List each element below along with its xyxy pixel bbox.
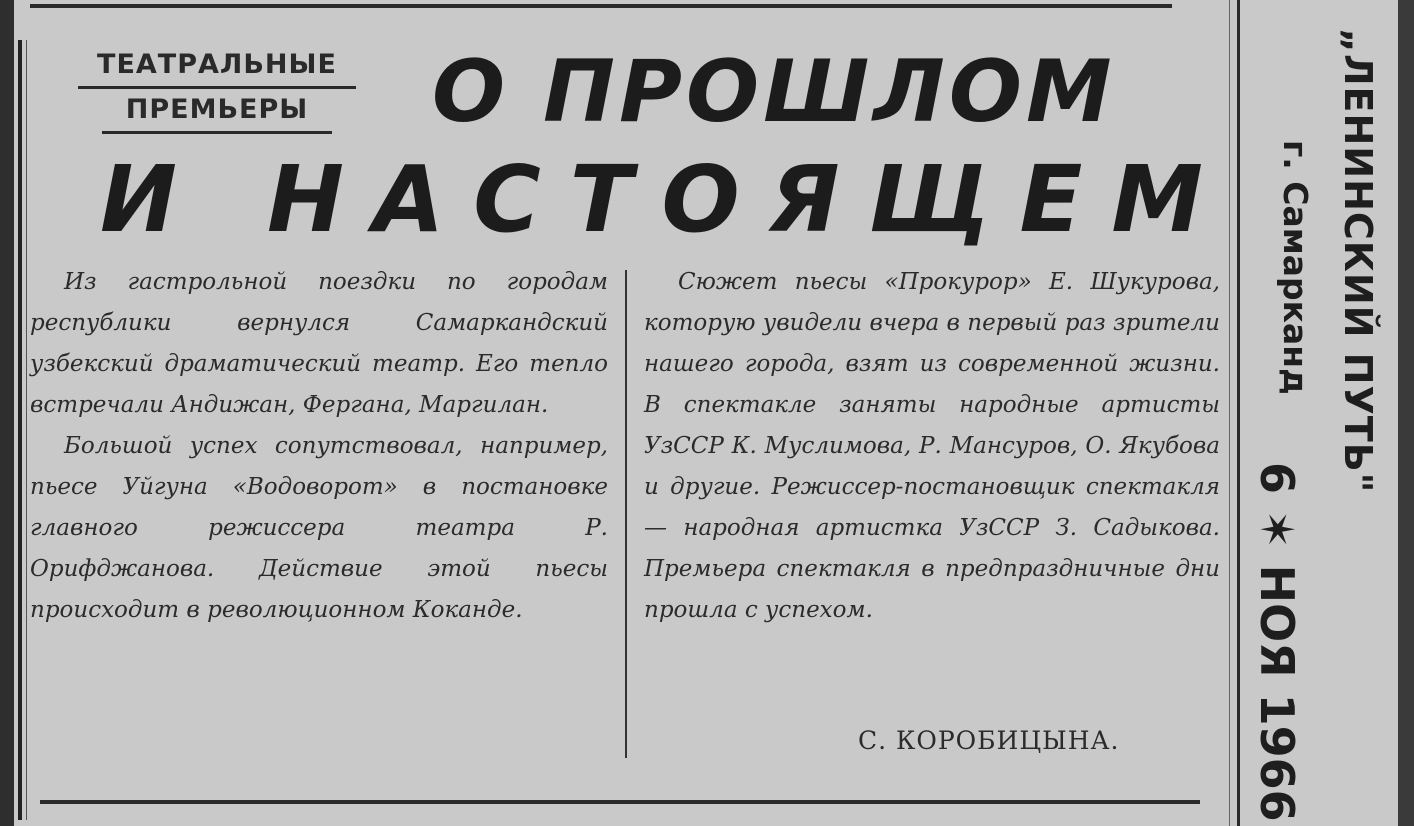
newspaper-city: г. Самарканд	[1276, 140, 1315, 395]
left-border-rule	[18, 40, 22, 820]
headline-line-1: О ПРОШЛОМ	[432, 42, 1116, 142]
rubric-line-1: ТЕАТРАЛЬНЫЕ	[97, 49, 337, 80]
scan-edge	[1398, 0, 1414, 826]
clipping-edge	[0, 0, 14, 826]
newspaper-name: „ЛЕНИНСКИЙ ПУТЬ"	[1336, 28, 1380, 494]
bottom-border-rule	[40, 800, 1200, 804]
article-column-2	[644, 262, 1220, 631]
paragraph: Из гастрольной поездки по городам республики вернулся Самаркандский узбекский драматический театр. Его тепло встречали Андижан, Фергана, Маргилан.	[30, 269, 608, 418]
rubric-rule-bottom	[102, 131, 332, 134]
author-signature: С. КОРОБИЦЫНА.	[858, 726, 1120, 755]
top-border-rule	[30, 4, 1172, 8]
meta-thin-rule	[1229, 0, 1230, 826]
headline-line-2: И НАСТОЯЩЕМ	[100, 146, 1232, 253]
rubric	[72, 44, 362, 134]
paragraph: Сюжет пьесы «Прокурор» Е. Шукурова, которую увидели вчера в первый раз зрители нашего города, взят из современной жизни. В спектакле заняты народные артисты УзССР К. Муслимова, Р. Мансуров, О. Якубова и другие. Режиссер-постановщик спектакля — народная артистка УзССР З. Садыкова. Премьера спектакля в предпраздничные дни прошла с успехом.	[644, 269, 1220, 623]
article-column-1	[30, 262, 608, 631]
publication-date: 6 ✶ НОЯ 1966	[1250, 462, 1304, 822]
paragraph: Большой успех сопутствовал, например, пьесе Уйгуна «Водоворот» в постановке главного режиссера театра Р. Орифджанова. Действие этой пьесы происходит в революционном Коканде.	[30, 433, 608, 623]
left-border-thin-rule	[26, 40, 27, 820]
rubric-line-2: ПРЕМЬЕРЫ	[125, 94, 309, 125]
column-divider	[625, 270, 627, 758]
source-annotation	[1240, 0, 1400, 826]
